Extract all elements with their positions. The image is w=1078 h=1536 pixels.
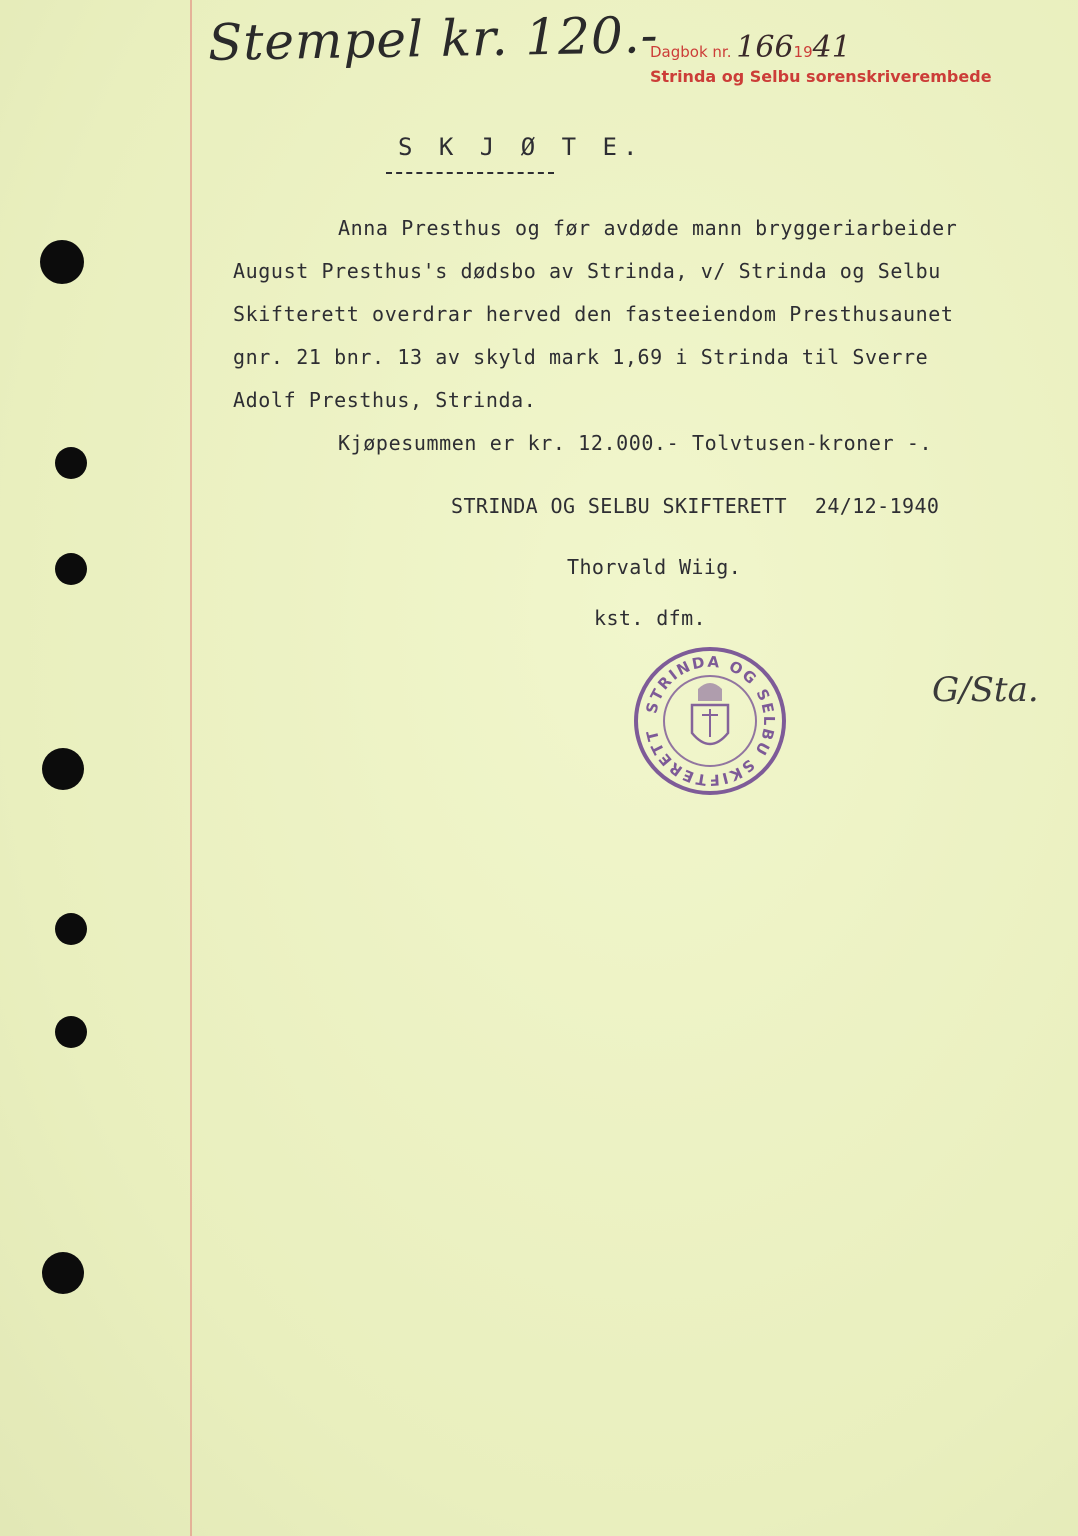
punch-hole [55,913,87,945]
registry-stamp [650,30,992,86]
handwritten-stamp-fee: Stempel kr. 120.- [207,6,660,72]
registry-number: 166 [736,30,794,65]
handwritten-initials: G/Sta. [932,670,1039,710]
registry-label: Dagbok nr. [650,43,732,61]
body-line: August Presthus's dødsbo av Strinda, v/ Strinda og Selbu [233,259,941,283]
court-name: STRINDA OG SELBU SKIFTERETT [451,494,787,518]
body-line: Kjøpesummen er kr. 12.000.- Tolvtusen-kroner -. [338,431,933,455]
deed-body [233,212,957,470]
registry-year-prefix: 19 [793,43,813,61]
registry-year-suffix: 41 [812,30,851,65]
document-title: S K J Ø T E. [398,133,644,161]
body-line: Anna Presthus og før avdøde mann bryggeriarbeider [338,216,958,240]
signer-name: Thorvald Wiig. [567,555,742,579]
seal-text: STRINDA OG SELBU SKIFTERETT [642,652,779,790]
punch-hole [40,240,84,284]
body-line: Skifterett overdrar herved den fasteeiendom Presthusaunet [233,302,954,326]
punch-hole [42,748,84,790]
margin-rule [190,0,192,1536]
court-seal [632,645,788,797]
punch-hole [42,1252,84,1294]
title-underline [386,172,554,174]
signer-title: kst. dfm. [594,606,706,630]
body-line: gnr. 21 bnr. 13 av skyld mark 1,69 i Strinda til Sverre [233,345,929,369]
punch-hole [55,447,87,479]
deed-date: 24/12-1940 [814,494,940,518]
body-line: Adolf Presthus, Strinda. [233,388,537,412]
coat-of-arms-icon [692,683,728,744]
registry-office: Strinda og Selbu sorenskriverembede [650,67,992,86]
punch-hole [55,1016,87,1048]
punch-hole [55,553,87,585]
court-line [451,494,939,518]
